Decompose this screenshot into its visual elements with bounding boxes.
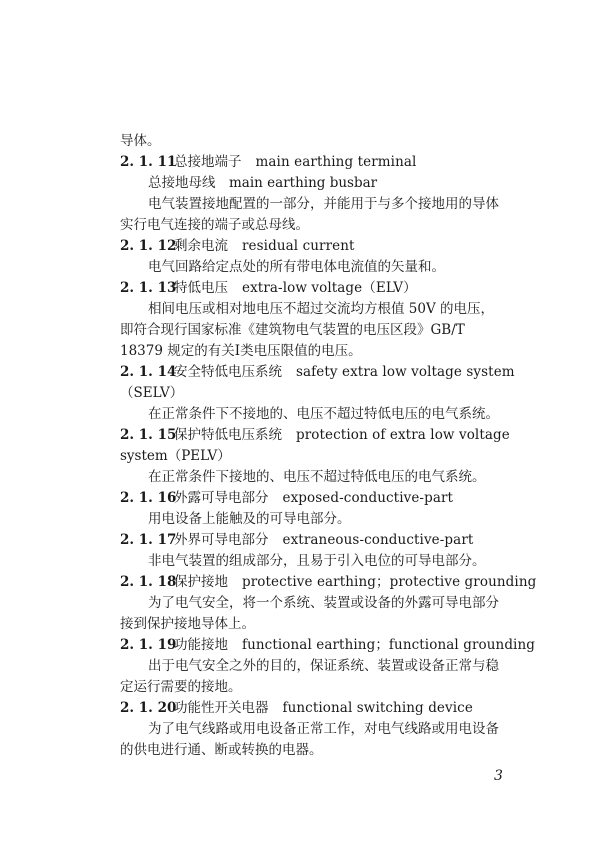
term-chinese: 总接地端子 — [174, 154, 242, 170]
clause-number: 2. 1. 13 — [120, 280, 177, 296]
text-line: 接到保护接地导体上。 — [120, 616, 255, 632]
term-heading — [120, 698, 512, 719]
text-line: system（PELV） — [120, 448, 231, 464]
term-english: residual current — [242, 238, 355, 254]
text-line: 电气装置接地配置的一部分，并能用于与多个接地用的导体 — [148, 196, 499, 212]
term-english: safety extra low voltage system — [296, 364, 515, 380]
clause-number: 2. 1. 20 — [120, 700, 177, 716]
clause-number: 2. 1. 12 — [120, 238, 177, 254]
term-chinese: 功能接地 — [174, 637, 228, 653]
text-line: 为了电气线路或用电设备正常工作，对电气线路或用电设备 — [148, 721, 499, 737]
term-english: exposed-conductive-part — [282, 490, 454, 506]
clause-number: 2. 1. 11 — [120, 154, 177, 170]
term-chinese: 特低电压 — [174, 280, 228, 296]
text-line: 18379 规定的有关Ⅰ类电压限值的电压。 — [120, 343, 362, 359]
term-heading — [120, 530, 512, 551]
term-chinese: 安全特低电压系统 — [174, 364, 282, 380]
clause-number: 2. 1. 14 — [120, 364, 177, 380]
term-heading — [120, 278, 512, 299]
term-chinese: 外露可导电部分 — [174, 490, 269, 506]
term-english: extraneous-conductive-part — [282, 532, 474, 548]
text-line: 导体。 — [120, 133, 161, 149]
term-heading — [120, 236, 512, 257]
term-heading — [120, 572, 537, 593]
text-line: 相间电压或相对地电压不超过交流均方根值 50V 的电压， — [148, 301, 495, 317]
term-english: functional switching device — [282, 700, 473, 716]
term-english: functional earthing；functional grounding — [242, 637, 536, 653]
text-line: （SELV） — [120, 385, 184, 401]
term-chinese: 剩余电流 — [174, 238, 228, 254]
text-line: 为了电气安全，将一个系统、装置或设备的外露可导电部分 — [148, 595, 499, 611]
text-line: 在正常条件下不接地的、电压不超过特低电压的电气系统。 — [148, 406, 499, 422]
text-line: 的供电进行通、断或转换的电器。 — [120, 742, 323, 758]
text-line: 定运行需要的接地。 — [120, 679, 242, 695]
term-chinese: 保护特低电压系统 — [174, 427, 282, 443]
term-chinese: 保护接地 — [174, 574, 228, 590]
clause-number: 2. 1. 16 — [120, 490, 177, 506]
text-line: 非电气装置的组成部分，且易于引入电位的可导电部分。 — [148, 553, 486, 569]
term-heading — [120, 635, 536, 656]
term-english: main earthing terminal — [255, 154, 417, 170]
term-heading — [120, 362, 515, 383]
text-line: 电气回路给定点处的所有带电体电流值的矢量和。 — [148, 259, 445, 275]
text-line: 出于电气安全之外的目的，保证系统、装置或设备正常与稳 — [148, 658, 499, 674]
term-heading — [120, 425, 512, 446]
term-english: extra-low voltage（ELV） — [242, 280, 417, 296]
page-number: 3 — [494, 768, 503, 784]
text-line: 实行电气连接的端子或总母线。 — [120, 217, 309, 233]
term-chinese: 功能性开关电器 — [174, 700, 269, 716]
term-heading — [120, 488, 512, 509]
clause-number: 2. 1. 19 — [120, 637, 177, 653]
text-line: 在正常条件下接地的、电压不超过特低电压的电气系统。 — [148, 469, 486, 485]
term-english: protection of extra low voltage — [296, 427, 510, 443]
term-english: protective earthing；protective grounding — [242, 574, 537, 590]
clause-number: 2. 1. 15 — [120, 427, 177, 443]
text-line: 用电设备上能触及的可导电部分。 — [148, 511, 351, 527]
term-heading — [120, 152, 512, 173]
clause-number: 2. 1. 17 — [120, 532, 177, 548]
text-line: 即符合现行国家标准《建筑物电气装置的电压区段》GB/T — [120, 322, 465, 338]
text-line: 总接地母线 main earthing busbar — [148, 175, 378, 191]
clause-number: 2. 1. 18 — [120, 574, 177, 590]
term-chinese: 外界可导电部分 — [174, 532, 269, 548]
